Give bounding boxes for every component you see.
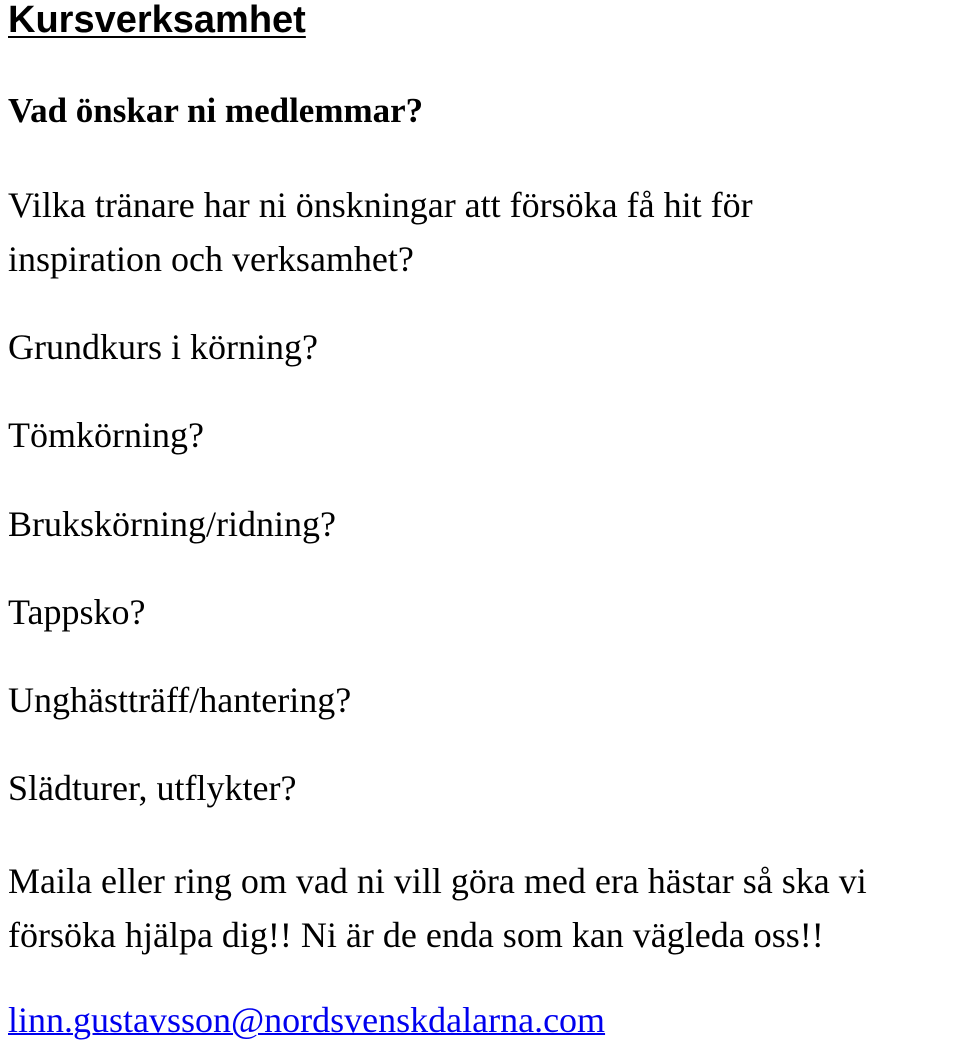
question-item: Slädturer, utflykter? bbox=[8, 768, 297, 808]
page-title: Kursverksamhet bbox=[8, 0, 306, 41]
question-item: Brukskörning/ridning? bbox=[8, 504, 336, 544]
email-link[interactable]: linn.gustavsson@nordsvenskdalarna.com bbox=[8, 1000, 606, 1040]
section-subtitle: Vad önskar ni medlemmar? bbox=[8, 91, 424, 130]
contact-line: Maila eller ring om vad ni vill göra med era hästar så ska vi bbox=[8, 861, 867, 901]
intro-line: inspiration och verksamhet? bbox=[8, 239, 414, 279]
question-item: Grundkurs i körning? bbox=[8, 327, 318, 367]
question-item: Unghästträff/hantering? bbox=[8, 680, 352, 720]
question-item: Tappsko? bbox=[8, 592, 146, 632]
question-item: Tömkörning? bbox=[8, 415, 204, 455]
contact-paragraph bbox=[8, 854, 867, 962]
intro-paragraph bbox=[8, 178, 753, 286]
intro-line: Vilka tränare har ni önskningar att försöka få hit för bbox=[8, 185, 753, 225]
contact-line: försöka hjälpa dig!! Ni är de enda som kan vägleda oss!! bbox=[8, 915, 824, 955]
